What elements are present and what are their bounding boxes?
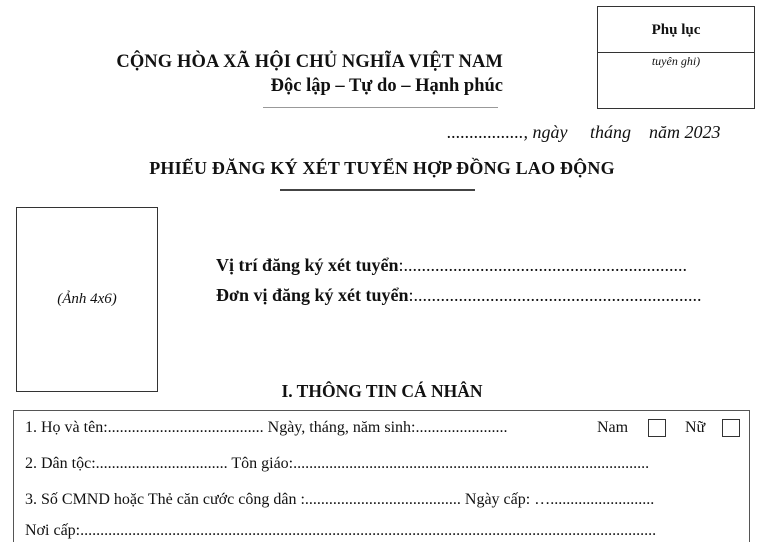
photo-label: (Ảnh 4x6): [57, 291, 117, 307]
motto-divider: [263, 107, 498, 108]
unit-field[interactable]: [216, 285, 702, 306]
position-input[interactable]: :...............................................................: [398, 255, 688, 275]
photo-placeholder[interactable]: [16, 207, 158, 392]
gender-male-label: Nam: [597, 419, 629, 436]
gender-female-label: Nữ: [685, 419, 706, 436]
form-title: PHIẾU ĐĂNG KÝ XÉT TUYỂN HỢP ĐỒNG LAO ĐỘNG: [149, 158, 615, 178]
appendix-note: tuyên ghi): [651, 54, 701, 68]
ethnicity-religion-row[interactable]: 2. Dân tộc:................................. Tôn giáo:.........................................................................................: [25, 455, 650, 472]
name-dob-row[interactable]: 1. Họ và tên:....................................... Ngày, tháng, năm sinh:.......................: [25, 419, 508, 436]
title-divider: [280, 189, 475, 191]
section-title-personal-info: I. THÔNG TIN CÁ NHÂN: [281, 381, 483, 401]
unit-input[interactable]: :................................................................: [408, 285, 702, 305]
gender-male-checkbox[interactable]: [648, 419, 666, 437]
gender-female-checkbox[interactable]: [722, 419, 740, 437]
unit-label: Đơn vị đăng ký xét tuyển: [216, 285, 409, 305]
nation-header: CỘNG HÒA XÃ HỘI CHỦ NGHĨA VIỆT NAM: [116, 52, 503, 72]
personal-info-box: [13, 410, 750, 542]
motto: Độc lập – Tự do – Hạnh phúc: [270, 76, 503, 96]
appendix-box: [597, 6, 755, 109]
position-field[interactable]: [216, 255, 687, 276]
date-line[interactable]: ................., ngày tháng năm 2023: [447, 122, 721, 142]
issue-place-row[interactable]: Nơi cấp:................................................................................................................................................: [25, 522, 657, 539]
appendix-title: Phụ lục: [598, 7, 754, 53]
id-number-row[interactable]: 3. Số CMND hoặc Thẻ căn cước công dân :....................................... Ngày cấp: …..........................: [25, 491, 655, 508]
position-label: Vị trí đăng ký xét tuyển: [216, 255, 399, 275]
